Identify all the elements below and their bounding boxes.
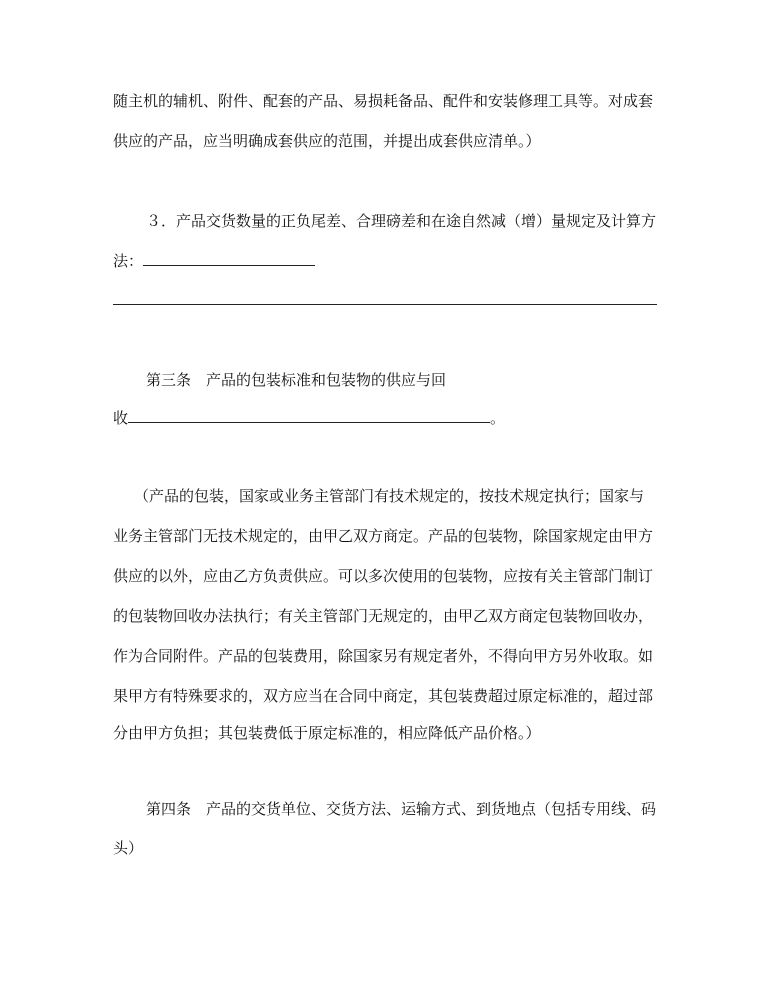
packaging-line-4: 的包装物回收办法执行；有关主管部门无规定的，由甲乙双方商定包装物回收办， bbox=[113, 607, 654, 625]
article4-line-1: 第四条 产品的交货单位、交货方法、运输方式、到货地点（包括专用线、码 bbox=[146, 800, 657, 818]
article3-line-1: 第三条 产品的包装标准和包装物的供应与回 bbox=[146, 371, 447, 389]
item3-fill-rule[interactable] bbox=[113, 304, 657, 305]
article3-line-2-prefix: 收 bbox=[113, 409, 129, 427]
packaging-line-7: 分由甲方负担；其包装费低于原定标准的，相应降低产品价格。） bbox=[113, 724, 541, 742]
packaging-line-2: 业务主管部门无技术规定的，由甲乙双方商定。产品的包装物，除国家规定由甲方 bbox=[113, 527, 654, 545]
item3-line-1: ３．产品交货数量的正负尾差、合理磅差和在途自然减（增）量规定及计算方 bbox=[146, 212, 657, 230]
packaging-line-3: 供应的以外，应由乙方负责供应。可以多次使用的包装物，应按有关主管部门制订 bbox=[113, 567, 654, 585]
packaging-line-1: （产品的包装，国家或业务主管部门有技术规定的，按技术规定执行；国家与 bbox=[134, 487, 645, 505]
article4-line-2: 头） bbox=[113, 839, 144, 857]
article3-line-2-suffix: 。 bbox=[490, 409, 506, 427]
item3-line-2 bbox=[113, 251, 315, 271]
packaging-line-5: 作为合同附件。产品的包装费用，除国家另有规定者外，不得向甲方另外收取。如 bbox=[113, 647, 654, 665]
item3-fill-blank[interactable] bbox=[143, 251, 315, 266]
intro-line-2: 供应的产品，应当明确成套供应的范围，并提出成套供应清单。） bbox=[113, 132, 541, 150]
item3-line-2-text: 法： bbox=[113, 252, 144, 270]
intro-line-1: 随主机的辅机、附件、配套的产品、易损耗备品、配件和安装修理工具等。对成套 bbox=[113, 92, 654, 110]
packaging-line-6: 果甲方有特殊要求的，双方应当在合同中商定，其包装费超过原定标准的，超过部 bbox=[113, 687, 654, 705]
article3-fill-blank[interactable] bbox=[128, 408, 490, 423]
article3-line-2 bbox=[113, 408, 505, 428]
